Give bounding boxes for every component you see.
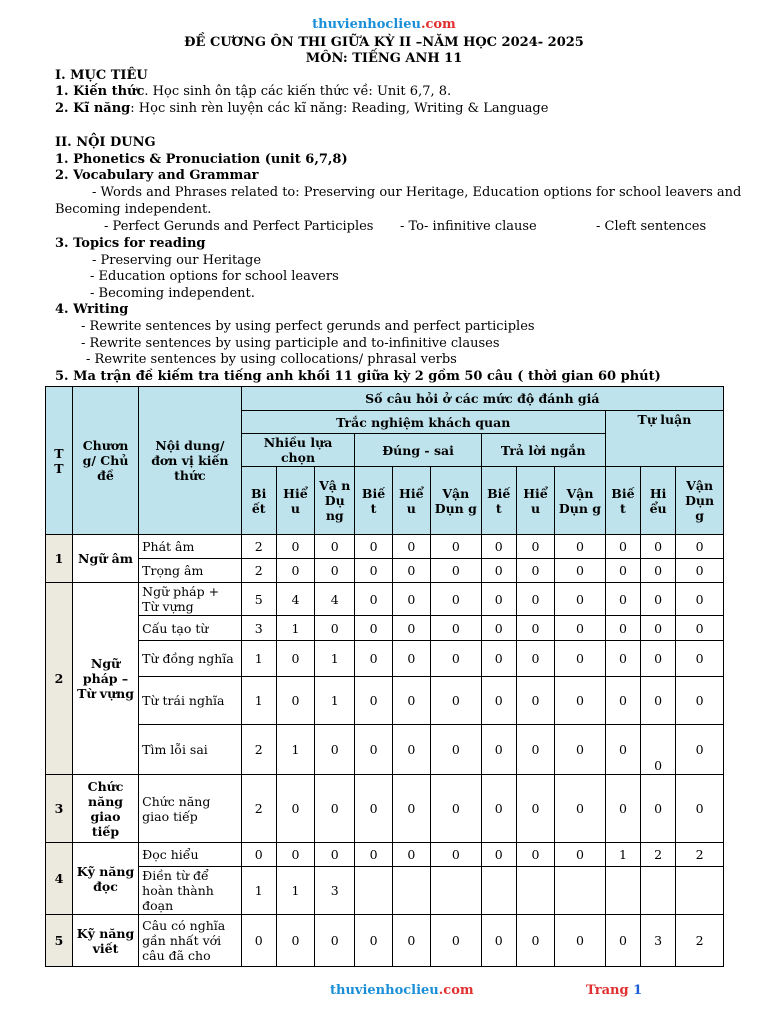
row-value: 0 — [392, 775, 430, 843]
row-value: 0 — [555, 775, 606, 843]
vocab-line-2: Becoming independent. — [55, 202, 212, 217]
row-value: 0 — [516, 641, 554, 677]
row-value: 0 — [676, 583, 724, 616]
row-value: 0 — [676, 641, 724, 677]
row-index: 4 — [46, 843, 73, 915]
row-value: 0 — [481, 843, 516, 867]
row-value: 0 — [315, 559, 355, 583]
site-name: thuvienhoclieu — [312, 17, 421, 32]
row-chapter: Ngữ âm — [72, 535, 138, 583]
row-value: 2 — [641, 843, 676, 867]
row-value: 0 — [355, 677, 392, 725]
row-value: 0 — [430, 725, 481, 775]
row-value: 0 — [555, 535, 606, 559]
row-value: 0 — [555, 677, 606, 725]
row-value: 0 — [481, 775, 516, 843]
table-row — [46, 616, 724, 641]
row-value: 0 — [605, 559, 640, 583]
row-value: 0 — [355, 725, 392, 775]
row-value: 0 — [276, 535, 314, 559]
row-value: 0 — [430, 616, 481, 641]
row-value: 0 — [516, 535, 554, 559]
row-value: 1 — [276, 616, 314, 641]
reading-topic-2: - Education options for school leavers — [90, 269, 339, 284]
row-value: 3 — [315, 867, 355, 915]
reading-topic-1: - Preserving our Heritage — [92, 253, 262, 268]
grammar-item-1: - Perfect Gerunds and Perfect Participles — [104, 219, 374, 234]
row-value: 0 — [315, 535, 355, 559]
header-essay: Tự luận — [605, 411, 723, 467]
row-value: 0 — [276, 843, 314, 867]
row-value: 0 — [481, 559, 516, 583]
row-content: Điền từ để hoàn thành đoạn — [139, 867, 241, 915]
row-value: 0 — [641, 616, 676, 641]
row-value: 0 — [481, 915, 516, 967]
table-row — [46, 535, 724, 559]
level-header: Hiể u — [276, 467, 314, 535]
row-value: 0 — [315, 775, 355, 843]
row-value: 0 — [641, 535, 676, 559]
writing-item-1: - Rewrite sentences by using perfect gerunds and perfect participles — [81, 319, 535, 334]
row-value: 1 — [241, 641, 276, 677]
row-value: 0 — [315, 915, 355, 967]
table-row — [46, 559, 724, 583]
row-value: 0 — [355, 843, 392, 867]
row-value: 0 — [605, 583, 640, 616]
row-value: 0 — [516, 775, 554, 843]
header-content: Nội dung/ đơn vị kiến thức — [139, 387, 241, 535]
table-row — [46, 583, 724, 616]
row-value: 0 — [555, 559, 606, 583]
row-value: 4 — [315, 583, 355, 616]
row-value: 0 — [430, 915, 481, 967]
row-content: Từ trái nghĩa — [139, 677, 241, 725]
level-header: Hiể u — [392, 467, 430, 535]
header-tt: T T — [46, 387, 73, 535]
page-label: Trang — [586, 983, 629, 998]
row-value: 0 — [355, 915, 392, 967]
row-content: Từ đồng nghĩa — [139, 641, 241, 677]
doc-subtitle: MÔN: TIẾNG ANH 11 — [305, 51, 463, 66]
row-value: 0 — [516, 843, 554, 867]
site-domain: .com — [420, 17, 456, 32]
row-value: 0 — [315, 616, 355, 641]
row-value: 0 — [481, 583, 516, 616]
row-value: 0 — [605, 775, 640, 843]
row-value — [392, 867, 430, 915]
row-value: 0 — [430, 677, 481, 725]
row-value: 0 — [355, 641, 392, 677]
row-chapter: Ngữ pháp – Từ vựng — [72, 583, 138, 775]
table-row — [46, 641, 724, 677]
level-header: Vận Dụn g — [430, 467, 481, 535]
row-value: 0 — [605, 616, 640, 641]
row-value: 0 — [641, 559, 676, 583]
row-value: 0 — [430, 641, 481, 677]
row-value: 0 — [355, 775, 392, 843]
row-value: 0 — [276, 915, 314, 967]
row-value: 0 — [241, 843, 276, 867]
row-index: 1 — [46, 535, 73, 583]
doc-title: ĐỀ CƯƠNG ÔN THI GIỮA KỲ II –NĂM HỌC 2024- 2025 — [184, 35, 584, 50]
footer-site-domain: .com — [438, 983, 474, 998]
row-value: 0 — [355, 583, 392, 616]
row-value: 0 — [481, 725, 516, 775]
footer-site — [330, 983, 474, 998]
reading-topic-3: - Becoming independent. — [90, 286, 255, 301]
writing-item-2: - Rewrite sentences by using participle and to-infinitive clauses — [81, 336, 500, 351]
row-value: 0 — [430, 583, 481, 616]
row-value: 1 — [315, 641, 355, 677]
row-index: 2 — [46, 583, 73, 775]
row-value: 0 — [430, 535, 481, 559]
row-value: 2 — [676, 843, 724, 867]
row-value: 0 — [481, 677, 516, 725]
row-chapter: Kỹ năng viết — [72, 915, 138, 967]
row-value — [355, 867, 392, 915]
row-value: 0 — [276, 559, 314, 583]
row-value: 0 — [516, 915, 554, 967]
row-content: Tìm lỗi sai — [139, 725, 241, 775]
row-content: Ngữ pháp + Từ vựng — [139, 583, 241, 616]
row-value: 0 — [641, 641, 676, 677]
row-value: 0 — [605, 535, 640, 559]
row-value: 2 — [241, 775, 276, 843]
level-header: Biế t — [481, 467, 516, 535]
row-value: 0 — [392, 583, 430, 616]
level-header: Hi ểu — [641, 467, 676, 535]
row-value: 0 — [276, 775, 314, 843]
table-row — [46, 775, 724, 843]
row-value: 0 — [641, 677, 676, 725]
table-row — [46, 843, 724, 867]
section2-heading: II. NỘI DUNG — [55, 135, 156, 150]
row-value: 0 — [555, 725, 606, 775]
row-value: 0 — [516, 559, 554, 583]
row-value — [605, 867, 640, 915]
row-value: 0 — [605, 677, 640, 725]
row-value: 0 — [605, 725, 640, 775]
row-content: Cấu tạo từ — [139, 616, 241, 641]
row-value: 0 — [276, 677, 314, 725]
row-content: Câu có nghĩa gần nhất với câu đã cho — [139, 915, 241, 967]
row-value: 0 — [392, 915, 430, 967]
row-value: 0 — [605, 915, 640, 967]
level-header: Vậ n Dụ ng — [315, 467, 355, 535]
knowledge-label: 1. Kiến thức — [55, 84, 145, 99]
row-value: 0 — [481, 616, 516, 641]
row-value: 1 — [315, 677, 355, 725]
row-value: 5 — [241, 583, 276, 616]
row-value: 1 — [241, 867, 276, 915]
row-value: 2 — [241, 559, 276, 583]
row-value: 0 — [355, 535, 392, 559]
footer-site-name: thuvienhoclieu — [330, 983, 439, 998]
row-value: 0 — [392, 843, 430, 867]
row-value: 0 — [355, 616, 392, 641]
row-value: 0 — [555, 843, 606, 867]
row-value: 0 — [392, 641, 430, 677]
row-value: 0 — [315, 725, 355, 775]
header-true-false: Đúng - sai — [355, 434, 481, 467]
level-header: Vận Dụn g — [676, 467, 724, 535]
row-value: 0 — [276, 641, 314, 677]
table-row — [46, 915, 724, 967]
row-value: 0 — [676, 559, 724, 583]
row-chapter: Chức năng giao tiếp — [72, 775, 138, 843]
row-index: 3 — [46, 775, 73, 843]
header-question-levels: Số câu hỏi ở các mức độ đánh giá — [241, 387, 723, 411]
row-value: 0 — [241, 915, 276, 967]
row-value: 1 — [276, 725, 314, 775]
vocab-heading: 2. Vocabulary and Grammar — [55, 168, 259, 183]
row-content: Chức năng giao tiếp — [139, 775, 241, 843]
row-value: 0 — [676, 535, 724, 559]
row-chapter: Kỹ năng đọc — [72, 843, 138, 915]
row-content: Trọng âm — [139, 559, 241, 583]
writing-item-3: - Rewrite sentences by using collocations/ phrasal verbs — [86, 352, 457, 367]
knowledge-line — [55, 84, 451, 100]
row-value — [516, 867, 554, 915]
vocab-line-1: - Words and Phrases related to: Preserving our Heritage, Education options for school leavers and — [92, 185, 742, 200]
level-header: Biế t — [355, 467, 392, 535]
level-header: Vận Dụn g — [555, 467, 606, 535]
row-value: 0 — [641, 725, 676, 775]
row-value — [481, 867, 516, 915]
row-content: Đọc hiểu — [139, 843, 241, 867]
row-value: 0 — [392, 535, 430, 559]
row-value: 0 — [355, 559, 392, 583]
row-value: 0 — [392, 616, 430, 641]
row-value: 0 — [676, 725, 724, 775]
row-value: 0 — [641, 583, 676, 616]
exam-matrix-table — [45, 386, 724, 967]
row-value: 0 — [555, 915, 606, 967]
row-value: 0 — [605, 641, 640, 677]
table-row — [46, 725, 724, 775]
page-num: 1 — [633, 983, 643, 998]
skills-text: : Học sinh rèn luyện các kĩ năng: Reading, Writing & Language — [130, 101, 549, 116]
phonetics-heading: 1. Phonetics & Pronuciation (unit 6,7,8) — [55, 152, 348, 167]
skills-label: 2. Kĩ năng — [55, 101, 131, 116]
writing-heading: 4. Writing — [55, 302, 129, 317]
row-value: 4 — [276, 583, 314, 616]
row-value — [555, 867, 606, 915]
row-value: 0 — [392, 677, 430, 725]
row-value: 2 — [241, 535, 276, 559]
row-value: 0 — [516, 725, 554, 775]
row-value — [641, 867, 676, 915]
row-value: 1 — [241, 677, 276, 725]
row-value: 0 — [676, 775, 724, 843]
header-chapter: Chươn g/ Chủ đề — [72, 387, 138, 535]
site-header — [0, 17, 768, 32]
row-index: 5 — [46, 915, 73, 967]
header-short-answer: Trả lời ngắn — [481, 434, 605, 467]
row-value: 3 — [241, 616, 276, 641]
table-row — [46, 867, 724, 915]
row-value: 0 — [481, 641, 516, 677]
header-objective: Trắc nghiệm khách quan — [241, 411, 605, 434]
row-value: 0 — [392, 559, 430, 583]
row-value: 0 — [516, 616, 554, 641]
grammar-item-2: - To- infinitive clause — [400, 219, 537, 234]
row-value: 3 — [641, 915, 676, 967]
table-row — [46, 677, 724, 725]
row-content: Phát âm — [139, 535, 241, 559]
knowledge-text: . Học sinh ôn tập các kiến thức về: Unit 6,7, 8. — [144, 84, 452, 99]
row-value: 0 — [555, 583, 606, 616]
row-value: 0 — [555, 641, 606, 677]
row-value: 0 — [430, 775, 481, 843]
row-value: 0 — [392, 725, 430, 775]
row-value: 2 — [676, 915, 724, 967]
matrix-heading: 5. Ma trận đề kiếm tra tiếng anh khối 11 giữa kỳ 2 gồm 50 câu ( thời gian 60 phút) — [55, 369, 661, 384]
row-value: 0 — [676, 616, 724, 641]
skills-line — [55, 101, 548, 117]
row-value: 0 — [676, 677, 724, 725]
row-value: 0 — [430, 559, 481, 583]
level-header: Bi ết — [241, 467, 276, 535]
grammar-item-3: - Cleft sentences — [596, 219, 707, 234]
row-value: 2 — [241, 725, 276, 775]
page-number — [586, 983, 642, 998]
row-value — [430, 867, 481, 915]
row-value: 0 — [481, 535, 516, 559]
level-header: Hiể u — [516, 467, 554, 535]
row-value: 0 — [315, 843, 355, 867]
row-value: 1 — [605, 843, 640, 867]
section1-heading: I. MỤC TIÊU — [55, 68, 148, 83]
level-header: Biế t — [605, 467, 640, 535]
row-value — [676, 867, 724, 915]
row-value: 0 — [516, 583, 554, 616]
header-multiple-choice: Nhiều lựa chọn — [241, 434, 355, 467]
row-value: 0 — [516, 677, 554, 725]
row-value: 0 — [430, 843, 481, 867]
row-value: 1 — [276, 867, 314, 915]
row-value: 0 — [555, 616, 606, 641]
row-value: 0 — [641, 775, 676, 843]
reading-heading: 3. Topics for reading — [55, 236, 206, 251]
